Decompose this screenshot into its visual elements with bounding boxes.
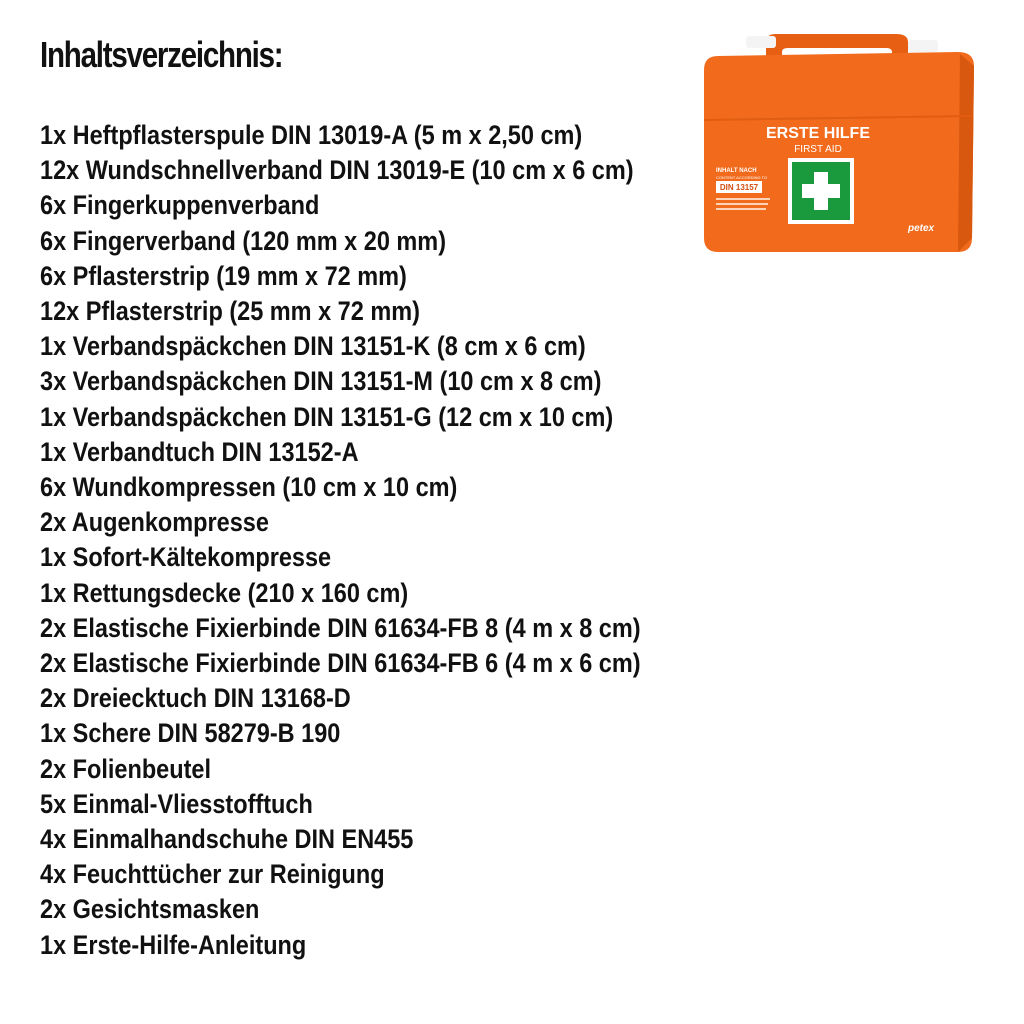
list-item: 1x Verbandspäckchen DIN 13151-G (12 cm x 10 cm) (40, 401, 614, 432)
latch-left (746, 36, 776, 48)
first-aid-kit-image (696, 30, 978, 258)
list-item: 4x Einmalhandschuhe DIN EN455 (40, 824, 414, 855)
latch-right (908, 40, 938, 52)
kit-label-main: ERSTE HILFE (765, 125, 871, 142)
list-item: 6x Fingerkuppenverband (40, 190, 320, 221)
list-item: 6x Fingerverband (120 mm x 20 mm) (40, 225, 447, 256)
list-item: 2x Elastische Fixierbinde DIN 61634-FB 8 (4 m x 8 cm) (40, 612, 641, 643)
kit-contents-label-sub: CONTENT ACCORDING TO (716, 175, 768, 180)
list-item: 12x Pflasterstrip (25 mm x 72 mm) (40, 296, 420, 327)
brand-logo: petex (908, 223, 935, 234)
list-item: 3x Verbandspäckchen DIN 13151-M (10 cm x 8 cm) (40, 366, 602, 397)
list-item: 6x Pflasterstrip (19 mm x 72 mm) (40, 260, 407, 291)
list-item: 5x Einmal-Vliesstofftuch (40, 788, 313, 819)
list-item: 2x Gesichtsmasken (40, 894, 260, 925)
list-item: 2x Elastische Fixierbinde DIN 61634-FB 6 (4 m x 6 cm) (40, 648, 641, 679)
list-item: 1x Erste-Hilfe-Anleitung (40, 929, 307, 960)
list-item: 1x Verbandspäckchen DIN 13151-K (8 cm x 6 cm) (40, 331, 586, 362)
list-item: 1x Rettungsdecke (210 x 160 cm) (40, 577, 409, 608)
list-item: 2x Augenkompresse (40, 507, 269, 538)
list-item: 4x Feuchttücher zur Reinigung (40, 859, 385, 890)
list-item: 1x Heftpflasterspule DIN 13019-A (5 m x 2,50 cm) (40, 120, 583, 150)
list-item: 2x Folienbeutel (40, 753, 211, 784)
kit-standard: DIN 13157 (719, 183, 759, 192)
list-item: 1x Sofort-Kältekompresse (40, 542, 332, 573)
list-item: 2x Dreiecktuch DIN 13168-D (40, 683, 351, 714)
list-item: 1x Schere DIN 58279-B 190 (40, 718, 341, 749)
list-item: 12x Wundschnellverband DIN 13019-E (10 cm x 6 cm) (40, 155, 634, 186)
list-item: 6x Wundkompressen (10 cm x 10 cm) (40, 472, 458, 503)
contents-list (40, 118, 730, 963)
page-title: Inhaltsverzeichnis: (40, 34, 283, 75)
kit-contents-label: INHALT NACH (716, 168, 757, 174)
list-item: 1x Verbandtuch DIN 13152-A (40, 436, 359, 467)
kit-label-sub: FIRST AID (794, 144, 842, 155)
